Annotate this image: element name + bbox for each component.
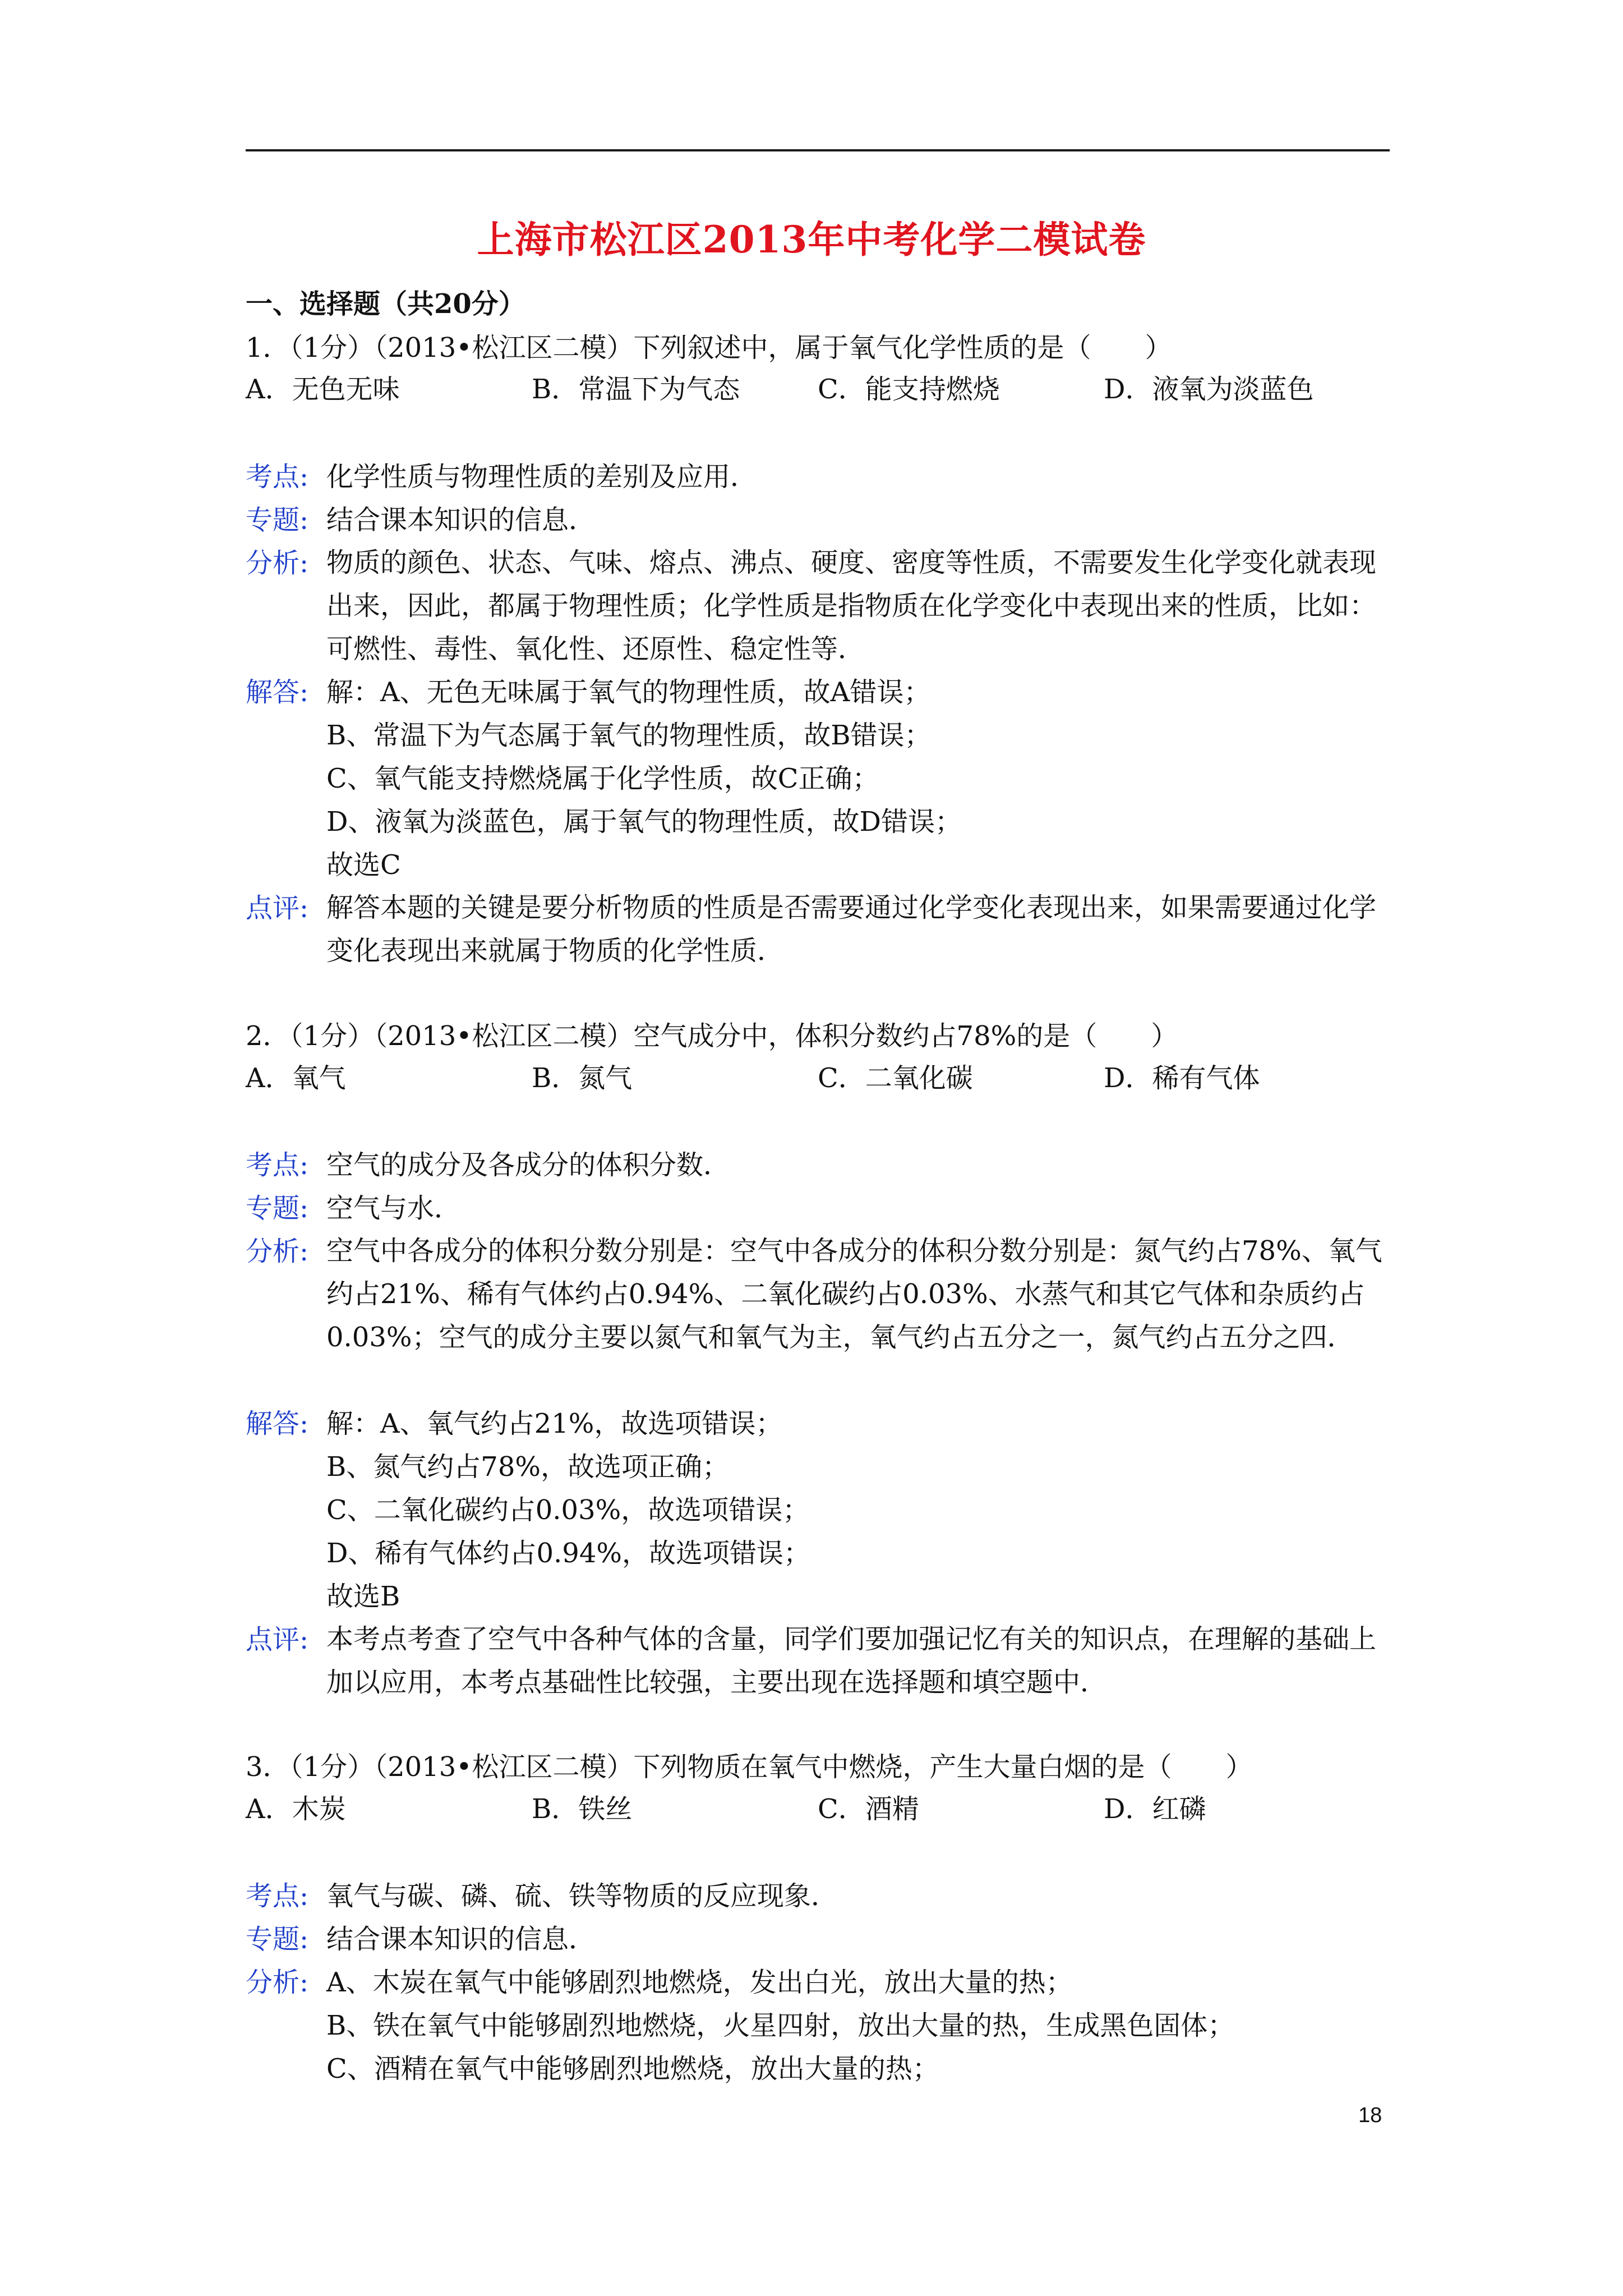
zhuanti-label: 专题: bbox=[246, 1924, 309, 1955]
jieda-line: B、氮气约占78%，故选项正确； bbox=[326, 1451, 729, 1483]
kaodian-text: 氧气与碳、磷、硫、铁等物质的反应现象． bbox=[326, 1880, 838, 1912]
option-c: C．二氧化碳 bbox=[818, 1062, 973, 1094]
jieda-line: 解：A、无色无味属于氧气的物理性质，故A错误； bbox=[326, 677, 931, 708]
question-stem: 2．（1分）（2013•松江区二模）空气成分中，体积分数约占78%的是（ ） bbox=[246, 1020, 1178, 1052]
fenxi-label: 分析: bbox=[246, 1236, 309, 1267]
kaodian-text: 空气的成分及各成分的体积分数． bbox=[326, 1149, 731, 1181]
fenxi-text: 空气中各成分的体积分数分别是：空气中各成分的体积分数分别是：氮气约占78%、氧气约占21%、稀有气体约占0.94%、二氧化碳约占0.03%、水蒸气和其它气体和杂质约占0.03%；空气的成分主要以氮气和氧气为主，氧气约占五分之一，氮气约占五分之四． bbox=[326, 1235, 1382, 1353]
jieda-line: B、常温下为气态属于氧气的物理性质，故B错误； bbox=[326, 720, 932, 751]
kaodian-label: 考点: bbox=[246, 1149, 309, 1181]
fenxi-line: B、铁在氧气中能够剧烈地燃烧，火星四射，放出大量的热，生成黑色固体； bbox=[326, 2010, 1235, 2041]
kaodian-label: 考点: bbox=[246, 1880, 309, 1912]
kaodian-text: 化学性质与物理性质的差别及应用． bbox=[326, 461, 758, 493]
question-stem: 3．（1分）（2013•松江区二模）下列物质在氧气中燃烧，产生大量白烟的是（ ） bbox=[246, 1751, 1253, 1783]
option-b: B．氮气 bbox=[532, 1062, 633, 1094]
fenxi-label: 分析: bbox=[246, 547, 309, 579]
dianping-text: 本考点考查了空气中各种气体的含量，同学们要加强记忆有关的知识点，在理解的基础上加以应用，本考点基础性比较强，主要出现在选择题和填空题中． bbox=[326, 1623, 1377, 1698]
question-stem: 1．（1分）（2013•松江区二模）下列叙述中，属于氧气化学性质的是（ ） bbox=[246, 332, 1172, 364]
kaodian-label: 考点: bbox=[246, 461, 309, 493]
zhuanti-label: 专题: bbox=[246, 1193, 309, 1224]
option-d: D．液氧为淡蓝色 bbox=[1104, 374, 1314, 405]
zhuanti-text: 空气与水． bbox=[326, 1193, 462, 1224]
option-c: C．能支持燃烧 bbox=[818, 374, 1000, 405]
jieda-label: 解答: bbox=[246, 1408, 309, 1439]
zhuanti-text: 结合课本知识的信息． bbox=[326, 504, 596, 536]
dianping-label: 点评: bbox=[246, 1624, 309, 1655]
jieda-label: 解答: bbox=[246, 677, 309, 708]
zhuanti-label: 专题: bbox=[246, 504, 309, 536]
option-d: D．红磷 bbox=[1104, 1793, 1206, 1825]
jieda-line: D、稀有气体约占0.94%，故选项错误； bbox=[326, 1538, 810, 1569]
jieda-line: 故选C bbox=[326, 849, 401, 881]
fenxi-label: 分析: bbox=[246, 1967, 309, 1998]
option-d: D．稀有气体 bbox=[1104, 1062, 1260, 1094]
page-number: 18 bbox=[1358, 2104, 1382, 2127]
section-heading: 一、选择题（共20分） bbox=[246, 288, 525, 320]
fenxi-line: A、木炭在氧气中能够剧烈地燃烧，发出白光，放出大量的热； bbox=[326, 1967, 1073, 1998]
dianping-text: 解答本题的关键是要分析物质的性质是否需要通过化学变化表现出来，如果需要通过化学变化表现出来就属于物质的化学性质． bbox=[326, 892, 1377, 967]
dianping-label: 点评: bbox=[246, 892, 309, 924]
jieda-line: D、液氧为淡蓝色，属于氧气的物理性质，故D错误； bbox=[326, 806, 962, 838]
zhuanti-text: 结合课本知识的信息． bbox=[326, 1924, 596, 1955]
option-b: B．常温下为气态 bbox=[532, 374, 740, 405]
option-a: A．木炭 bbox=[246, 1793, 346, 1825]
jieda-line: 故选B bbox=[326, 1581, 400, 1612]
fenxi-text: 物质的颜色、状态、气味、熔点、沸点、硬度、密度等性质，不需要发生化学变化就表现出来，因此，都属于物理性质；化学性质是指物质在化学变化中表现出来的性质，比如：可燃性、毒性、氧化性、还原性、稳定性等． bbox=[326, 547, 1377, 665]
fenxi-line: C、酒精在氧气中能够剧烈地燃烧，放出大量的热； bbox=[326, 2053, 939, 2085]
option-b: B．铁丝 bbox=[532, 1793, 633, 1825]
header-rule bbox=[246, 149, 1390, 151]
jieda-line: C、氧气能支持燃烧属于化学性质，故C正确； bbox=[326, 763, 879, 794]
option-c: C．酒精 bbox=[818, 1793, 919, 1825]
jieda-line: C、二氧化碳约占0.03%，故选项错误； bbox=[326, 1494, 810, 1526]
option-a: A．氧气 bbox=[246, 1062, 346, 1094]
jieda-line: 解：A、氧气约占21%，故选项错误； bbox=[326, 1408, 783, 1439]
option-a: A．无色无味 bbox=[246, 374, 400, 405]
page-title: 上海市松江区2013年中考化学二模试卷 bbox=[477, 218, 1146, 261]
